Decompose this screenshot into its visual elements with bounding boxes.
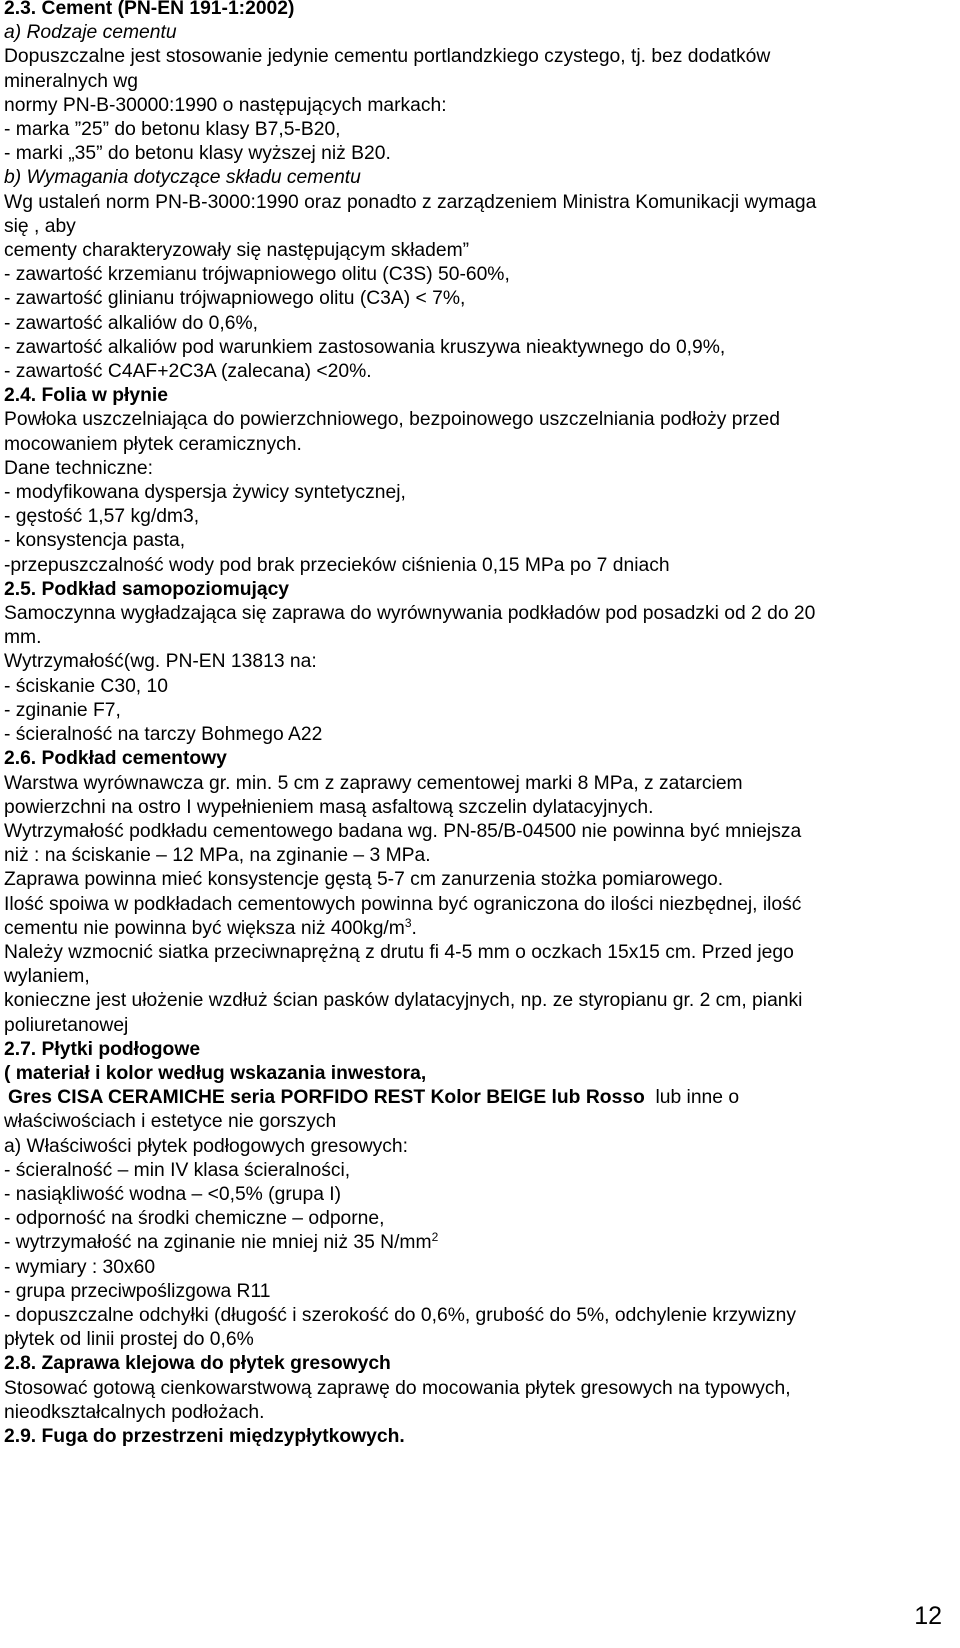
text-line [4,360,939,384]
text-line [4,675,939,699]
text-line [4,166,939,190]
line-text: - zawartość glinianu trójwapniowego olitu (C3A) < 7%, [4,288,466,310]
line-text: ( materiał i kolor według wskazania inwestora, [4,1062,427,1084]
text-line [4,772,939,796]
line-text-tail: . [411,917,417,939]
document-body [4,0,939,1449]
line-text: Stosować gotową cienkowarstwową zaprawę do mocowania płytek gresowych na typowych, [4,1377,791,1399]
text-line [4,94,939,118]
page-number: 12 [914,1602,942,1630]
line-text: 2.4. Folia w płynie [4,385,168,407]
text-line [4,796,939,820]
line-text: nieodkształcalnych podłożach. [4,1401,265,1423]
line-text: normy PN-B-30000:1990 o następujących markach: [4,94,447,116]
text-line [4,893,939,917]
text-line [4,1377,939,1401]
text-line [4,1401,939,1425]
text-line [4,529,939,553]
line-text: - ścieralność – min IV klasa ścieralności, [4,1159,351,1181]
text-line [4,1256,939,1280]
text-line [4,142,939,166]
text-line [4,70,939,94]
line-text: 2.5. Podkład samopoziomujący [4,578,290,600]
section-heading [4,0,939,21]
line-text: Dane techniczne: [4,457,153,479]
text-line [4,1014,939,1038]
line-text: - marka ”25” do betonu klasy B7,5-B20, [4,119,341,141]
line-text: cementy charakteryzowały się następującym składem” [4,240,470,262]
text-line [4,433,939,457]
text-line [4,1304,939,1328]
line-text: - marki „35” do betonu klasy wyższej niż B20. [4,143,391,165]
line-text: - wytrzymałość na zginanie nie mniej niż 35 N/mm [4,1232,432,1254]
line-text: - ścieralność na tarczy Bohmego A22 [4,724,323,746]
text-line [4,118,939,142]
line-text: Ilość spoiwa w podkładach cementowych powinna być ograniczona do ilości niezbędnej, ilość [4,893,802,915]
line-text: - modyfikowana dyspersja żywicy syntetycznej, [4,482,406,504]
section-heading [4,747,939,771]
text-line [4,820,939,844]
line-text: - zawartość alkaliów pod warunkiem zastosowania kruszywa nieaktywnego do 0,9%, [4,336,726,358]
line-text: Powłoka uszczelniająca do powierzchniowego, bezpoinowego uszczelniania podłoży przed [4,409,781,431]
line-text: 2.8. Zaprawa klejowa do płytek gresowych [4,1353,391,1375]
line-text: właściwościach i estetyce nie gorszych [4,1111,337,1133]
line-text: a) Rodzaje cementu [4,22,177,44]
text-line [4,21,939,45]
text-line [4,1110,939,1134]
section-heading [4,578,939,602]
text-line [4,868,939,892]
line-text: poliuretanowej [4,1014,129,1036]
line-text: Samoczynna wygładzająca się zaprawa do wyrównywania podkładów pod posadzki od 2 do 20 [4,603,816,625]
text-line [4,1280,939,1304]
line-text: 2.9. Fuga do przestrzeni międzypłytkowych. [4,1425,405,1447]
text-line [4,1231,939,1255]
line-text: a) Właściwości płytek podłogowych gresowych: [4,1135,408,1157]
line-text: - zginanie F7, [4,699,121,721]
line-text: - dopuszczalne odchyłki (długość i szerokość do 0,6%, grubość do 5%, odchylenie krzywizny [4,1304,796,1326]
text-line [4,989,939,1013]
line-text: konieczne jest ułożenie wzdłuż ścian pasków dylatacyjnych, np. ze styropianu gr. 2 cm, pianki [4,990,803,1012]
section-heading [4,384,939,408]
line-text: mineralnych wg [4,70,138,92]
text-line [4,602,939,626]
section-heading [4,1038,939,1062]
line-text: mocowaniem płytek ceramicznych. [4,433,302,455]
text-line [4,336,939,360]
text-line [4,191,939,215]
line-text: - gęstość 1,57 kg/dm3, [4,506,200,528]
text-line [4,723,939,747]
text-line [4,965,939,989]
line-text: - odporność na środki chemiczne – odporne, [4,1208,385,1230]
text-line [4,457,939,481]
line-text: Wytrzymałość podkładu cementowego badana wg. PN-85/B-04500 nie powinna być mniejsza [4,820,802,842]
line-text: Dopuszczalne jest stosowanie jedynie cementu portlandzkiego czystego, tj. bez dodatków [4,46,771,68]
line-text: wylaniem, [4,966,90,988]
text-line [4,1183,939,1207]
text-line [4,408,939,432]
text-line [4,263,939,287]
text-line [4,481,939,505]
section-heading [4,1352,939,1376]
line-text: Gres CISA CERAMICHE seria PORFIDO REST Kolor BEIGE lub Rosso [8,1087,645,1109]
line-text: -przepuszczalność wody pod brak przecieków ciśnienia 0,15 MPa po 7 dniach [4,554,670,576]
line-text: - konsystencja pasta, [4,530,186,552]
line-text: Warstwa wyrównawcza gr. min. 5 cm z zaprawy cementowej marki 8 MPa, z zatarciem [4,772,743,794]
line-text: płytek od linii prostej do 0,6% [4,1329,254,1351]
text-line [4,844,939,868]
line-text: - zawartość C4AF+2C3A (zalecana) <20%. [4,361,372,383]
text-line [4,215,939,239]
text-line [4,1207,939,1231]
line-text-tail: lub inne o [644,1087,740,1109]
section-heading [4,1425,939,1449]
text-line [4,287,939,311]
line-text: niż : na ściskanie – 12 MPa, na zginanie – 3 MPa. [4,845,431,867]
text-line [4,554,939,578]
section-heading [4,1062,939,1086]
text-line [4,941,939,965]
line-text: Wg ustaleń norm PN-B-3000:1990 oraz ponadto z zarządzeniem Ministra Komunikacji wymaga [4,191,817,213]
line-text: mm. [4,627,42,649]
text-line [4,650,939,674]
text-line [4,239,939,263]
line-text: - grupa przeciwpoślizgowa R11 [4,1280,271,1302]
superscript: 2 [431,1230,439,1245]
line-text: Należy wzmocnić siatka przeciwnaprężną z drutu fi 4-5 mm o oczkach 15x15 cm. Przed jego [4,941,794,963]
line-text: się , aby [4,215,76,237]
line-text: - zawartość krzemianu trójwapniowego olitu (C3S) 50-60%, [4,264,510,286]
line-text: 2.7. Płytki podłogowe [4,1038,201,1060]
line-text: - ściskanie C30, 10 [4,675,168,697]
text-line [4,917,939,941]
line-text: cementu nie powinna być większa niż 400kg/m [4,917,405,939]
line-text: powierzchni na ostro I wypełnieniem masą asfaltową szczelin dylatacyjnych. [4,796,654,818]
line-text: 2.3. Cement (PN-EN 191-1:2002) [4,0,295,19]
line-text: - zawartość alkaliów do 0,6%, [4,312,258,334]
text-line [4,505,939,529]
text-line [4,699,939,723]
line-text: b) Wymagania dotyczące składu cementu [4,167,361,189]
text-line [4,1135,939,1159]
line-text: Zaprawa powinna mieć konsystencje gęstą 5-7 cm zanurzenia stożka pomiarowego. [4,869,724,891]
line-text: - nasiąkliwość wodna – <0,5% (grupa I) [4,1183,342,1205]
text-line [4,626,939,650]
line-text: - wymiary : 30x60 [4,1256,156,1278]
section-heading [4,1086,939,1110]
text-line [4,45,939,69]
line-text: Wytrzymałość(wg. PN-EN 13813 na: [4,651,317,673]
text-line [4,1159,939,1183]
text-line [4,312,939,336]
superscript: 3 [404,915,412,930]
text-line [4,1328,939,1352]
line-text: 2.6. Podkład cementowy [4,748,227,770]
